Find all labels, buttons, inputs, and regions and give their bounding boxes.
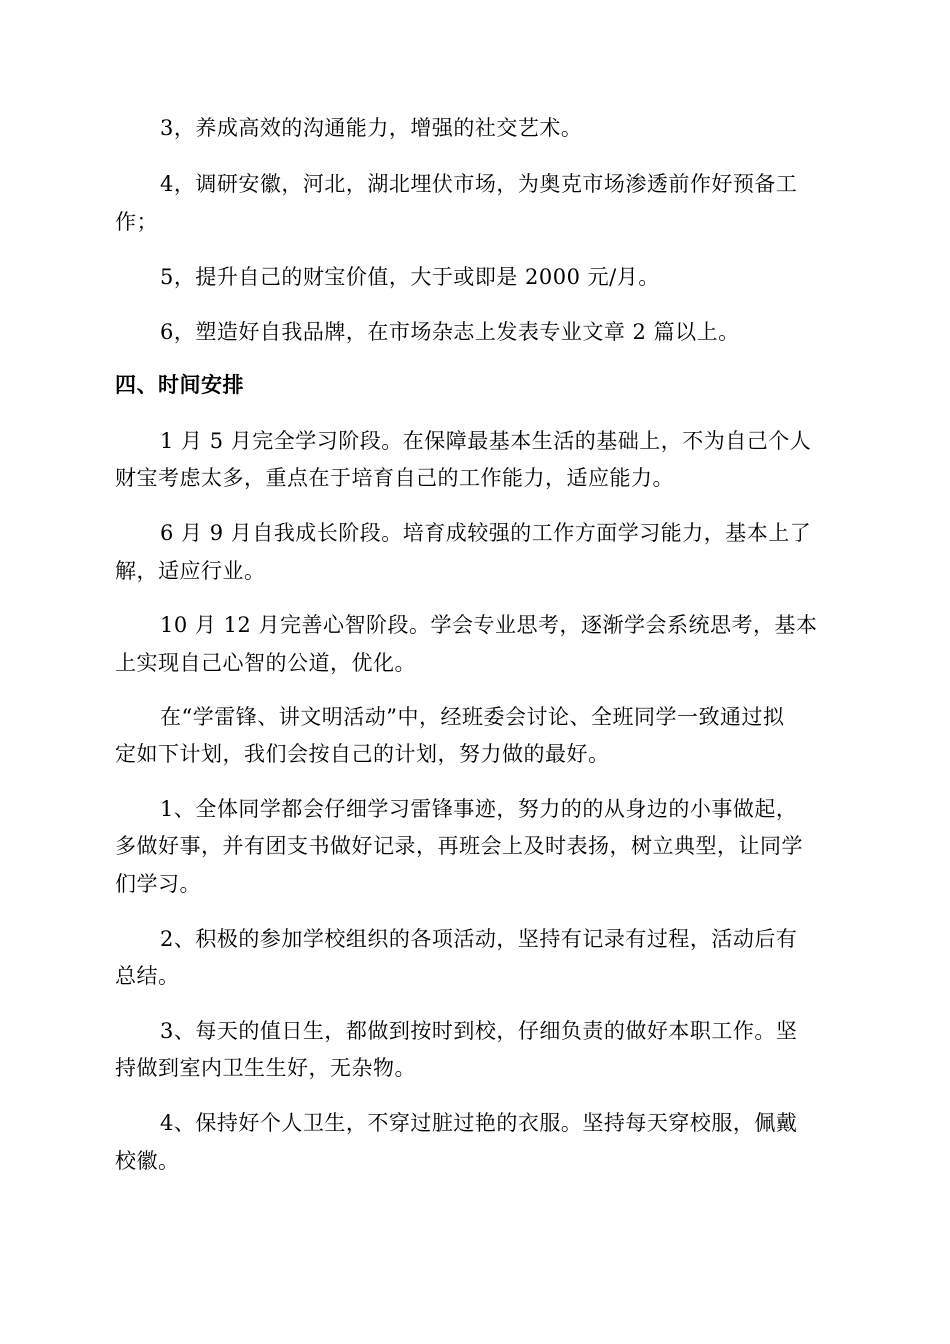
list-item-6: 6，塑造好自我品牌，在市场杂志上发表专业文章 2 篇以上。 <box>160 320 740 344</box>
plan-item-1-cont-2: 们学习。 <box>115 872 201 896</box>
plan-item-2-cont: 总结。 <box>115 964 180 988</box>
schedule-phase-3: 10 月 12 月完善心智阶段。学会专业思考，逐渐学会系统思考，基本 <box>160 613 818 637</box>
plan-item-4: 4、保持好个人卫生，不穿过脏过艳的衣服。坚持每天穿校服，佩戴 <box>160 1111 798 1135</box>
plan-item-3-cont: 持做到室内卫生生好，无杂物。 <box>115 1056 416 1080</box>
section-heading-schedule: 四、时间安排 <box>115 373 244 397</box>
schedule-phase-1: 1 月 5 月完全学习阶段。在保障最基本生活的基础上，不为自己个人 <box>160 429 812 453</box>
list-item-4: 4，调研安徽，河北，湖北埋伏市场，为奥克市场渗透前作好预备工 <box>160 172 798 196</box>
list-item-5: 5，提升自己的财宝价值，大于或即是 2000 元/月。 <box>160 265 660 289</box>
plan-item-4-cont: 校徽。 <box>115 1149 180 1173</box>
plan-intro-paragraph: 在“学雷锋、讲文明活动”中，经班委会讨论、全班同学一致通过拟 <box>160 705 785 729</box>
list-item-4-cont: 作； <box>115 210 158 234</box>
plan-item-2: 2、积极的参加学校组织的各项活动，坚持有记录有过程，活动后有 <box>160 927 798 951</box>
plan-item-1: 1、全体同学都会仔细学习雷锋事迹，努力的的从身边的小事做起， <box>160 797 798 821</box>
schedule-phase-2: 6 月 9 月自我成长阶段。培育成较强的工作方面学习能力，基本上了 <box>160 521 812 545</box>
plan-intro-paragraph-cont: 定如下计划，我们会按自己的计划，努力做的最好。 <box>115 742 610 766</box>
schedule-phase-3-cont: 上实现自己心智的公道，优化。 <box>115 651 416 675</box>
schedule-phase-2-cont: 解，适应行业。 <box>115 559 266 583</box>
plan-item-1-cont: 多做好事，并有团支书做好记录，再班会上及时表扬，树立典型，让同学 <box>115 834 803 858</box>
schedule-phase-1-cont: 财宝考虑太多，重点在于培育自己的工作能力，适应能力。 <box>115 466 674 490</box>
list-item-3: 3，养成高效的沟通能力，增强的社交艺术。 <box>160 116 583 140</box>
plan-item-3: 3、每天的值日生，都做到按时到校，仔细负责的做好本职工作。坚 <box>160 1019 798 1043</box>
